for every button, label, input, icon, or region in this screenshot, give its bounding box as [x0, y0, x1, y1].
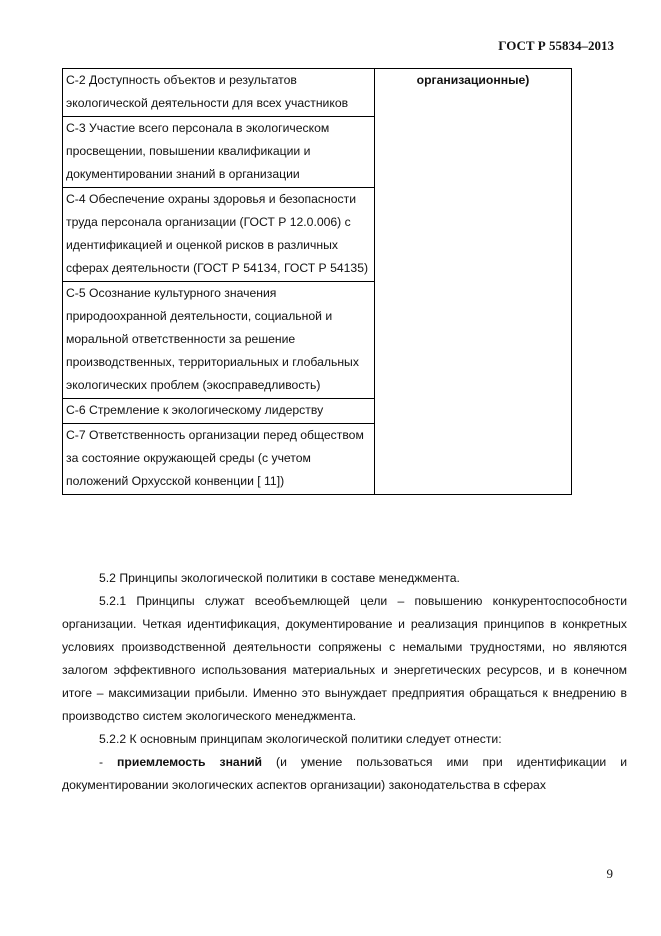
principle-cell-c7: С-7 Ответственность организации перед обществом за состояние окружающей среды (с учетом положений Орхусской конвенции [ 11])	[63, 424, 375, 495]
principles-table	[62, 68, 572, 495]
document-code-header: ГОСТ Р 55834–2013	[498, 38, 614, 53]
principle-cell-c2: С-2 Доступность объектов и результатов экологической деятельности для всех участников	[63, 69, 375, 117]
list-item-text: (и умение пользоваться ими при идентификации и документировании экологических аспектов организации) законодательства в сферах	[62, 755, 628, 792]
paragraph-5-2-2: 5.2.2 К основным принципам экологической политики следует отнести:	[99, 732, 502, 746]
section-heading-5-2: 5.2 Принципы экологической политики в составе менеджмента.	[99, 571, 460, 585]
page-number: 9	[606, 866, 613, 881]
body-text	[62, 567, 627, 797]
right-column-cell: организационные)	[375, 69, 572, 495]
list-dash: -	[99, 755, 118, 769]
principle-cell-c4: С-4 Обеспечение охраны здоровья и безопасности труда персонала организации (ГОСТ Р 12.0.006) с идентификацией и оценкой рисков в различных сферах деятельности (ГОСТ Р 54134, ГОСТ Р 54135)	[63, 188, 375, 282]
bold-term: приемлемость знаний	[117, 755, 263, 769]
principle-cell-c6: С-6 Стремление к экологическому лидерству	[63, 399, 375, 424]
principle-cell-c5: С-5 Осознание культурного значения природоохранной деятельности, социальной и моральной ответственности за решение производственных, территориальных и глобальных экологических проблем (экосправедливость)	[63, 282, 375, 399]
principle-cell-c3: С-3 Участие всего персонала в экологическом просвещении, повышении квалификации и документировании знаний в организации	[63, 117, 375, 188]
table-row	[63, 69, 572, 117]
list-item-knowledge	[62, 751, 627, 797]
paragraph-5-2-1: 5.2.1 Принципы служат всеобъемлющей цели – повышению конкурентоспособности организации. Четкая идентификация, документирование и реализация принципов в конкретных условиях производственной деятельности сопряжены с немалыми трудностями, но являются залогом эффективного использования материальных и энергетических ресурсов, и в конечном итоге – максимизации прибыли. Именно это вынуждает предприятия обращаться к внедрению в производство систем экологического менеджмента.	[62, 594, 627, 723]
